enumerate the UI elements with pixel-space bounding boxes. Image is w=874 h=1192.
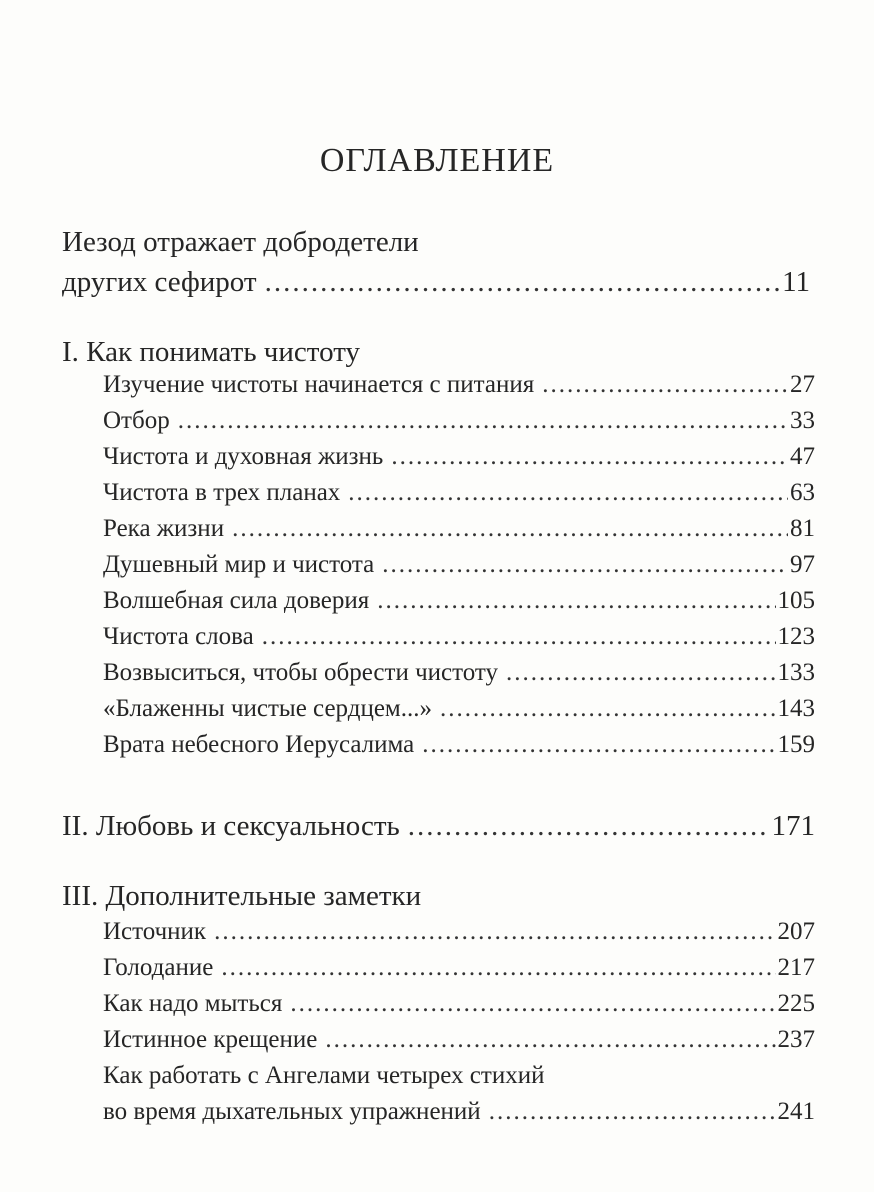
dot-leader [221, 951, 775, 985]
toc-entry[interactable] [103, 915, 815, 949]
toc-intro-entry[interactable] [62, 262, 810, 302]
toc-entry-label: Изучение чистоты начинается с питания [103, 371, 535, 398]
toc-entry-page: 81 [790, 515, 815, 542]
toc-entry-page: 207 [777, 918, 815, 945]
toc-entry[interactable] [103, 692, 815, 726]
toc-entry[interactable] [103, 584, 815, 618]
dot-leader [377, 584, 775, 618]
toc-entry-label: Река жизни [103, 515, 225, 542]
dot-leader [214, 915, 775, 949]
toc-entry[interactable] [103, 440, 815, 474]
dot-leader [325, 1023, 775, 1057]
dot-leader [232, 512, 788, 546]
toc-entry-label: Чистота и духовная жизнь [103, 443, 384, 470]
dot-leader [422, 728, 775, 762]
toc-last-line1: Как работать с Ангелами четырех стихий [103, 1062, 545, 1089]
dot-leader [408, 806, 770, 846]
toc-entry-label: II. Любовь и сексуальность [62, 810, 400, 842]
dot-leader [382, 548, 788, 582]
toc-entry-page: 159 [777, 731, 815, 758]
dot-leader [391, 440, 788, 474]
toc-entry[interactable] [103, 548, 815, 582]
dot-leader [348, 476, 788, 510]
toc-entry-page: 105 [777, 587, 815, 614]
toc-entry-label: Волшебная сила доверия [103, 587, 370, 614]
toc-entry-page: 217 [777, 954, 815, 981]
toc-entry-label: во время дыхательных упражнений [103, 1098, 481, 1125]
toc-entry-label: Чистота в трех планах [103, 479, 341, 506]
toc-entry[interactable] [103, 1023, 815, 1057]
toc-part3-heading: III. Дополнительные заметки [62, 880, 422, 912]
toc-entry[interactable] [103, 951, 815, 985]
toc-entry-page: 123 [777, 623, 815, 650]
toc-entry-label: Как надо мыться [103, 990, 283, 1017]
dot-leader [440, 692, 776, 726]
toc-entry-label: Источник [103, 918, 207, 945]
toc-entry[interactable] [103, 987, 815, 1021]
toc-entry-page: 27 [790, 371, 815, 398]
toc-entry-label: Истинное крещение [103, 1026, 318, 1053]
toc-entry[interactable] [103, 368, 815, 402]
toc-entry[interactable] [103, 620, 815, 654]
dot-leader [262, 620, 776, 654]
toc-entry-page: 143 [777, 695, 815, 722]
toc-entry[interactable] [103, 476, 815, 510]
toc-entry[interactable] [103, 512, 815, 546]
toc-entry-label: Голодание [103, 954, 214, 981]
toc-entry-page: 47 [790, 443, 815, 470]
dot-leader [506, 656, 776, 690]
toc-entry-page: 63 [790, 479, 815, 506]
toc-entry[interactable] [103, 656, 815, 690]
toc-entry-page: 11 [782, 266, 810, 298]
toc-entry-page: 171 [771, 810, 815, 842]
dot-leader [489, 1095, 776, 1129]
toc-entry-page: 237 [777, 1026, 815, 1053]
toc-entry-page: 133 [777, 659, 815, 686]
toc-entry[interactable] [103, 1095, 815, 1129]
toc-entry[interactable] [103, 404, 815, 438]
toc-entry-label: Чистота слова [103, 623, 254, 650]
toc-part2-entry[interactable] [62, 806, 815, 846]
toc-entry-label: Возвыситься, чтобы обрести чистоту [103, 659, 498, 686]
page-title: ОГЛАВЛЕНИЕ [319, 142, 555, 179]
toc-entry-page: 241 [777, 1098, 815, 1125]
toc-entry-label: «Блаженны чистые сердцем...» [103, 695, 432, 722]
toc-entry-label: Отбор [103, 407, 170, 434]
dot-leader [290, 987, 775, 1021]
toc-entry[interactable] [103, 728, 815, 762]
toc-entry-label: других сефирот [62, 266, 257, 298]
dot-leader [265, 262, 780, 302]
toc-entry-page: 225 [777, 990, 815, 1017]
toc-entry-page: 97 [790, 551, 815, 578]
toc-entry-label: Душевный мир и чистота [103, 551, 375, 578]
toc-entry-label: Врата небесного Иерусалима [103, 731, 415, 758]
toc-part1-heading: I. Как понимать чистоту [62, 336, 360, 368]
toc-entry-page: 33 [790, 407, 815, 434]
dot-leader [178, 404, 788, 438]
dot-leader [542, 368, 788, 402]
toc-intro-line1: Иезод отражает добродетели [62, 226, 419, 258]
